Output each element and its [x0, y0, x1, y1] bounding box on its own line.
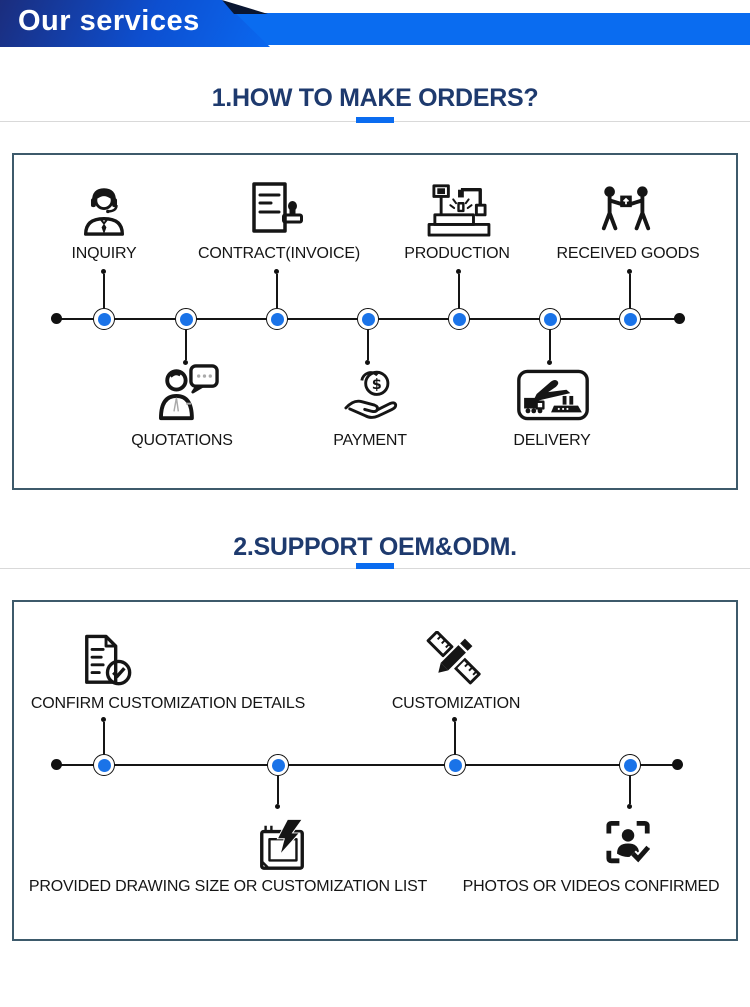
connector-line [103, 274, 105, 308]
timeline-node-confirm-details [93, 754, 115, 776]
contract-stamp-icon [249, 181, 305, 237]
connector-line [549, 330, 551, 360]
step-label: PHOTOS OR VIDEOS CONFIRMED [462, 878, 720, 895]
step-label: PAYMENT [333, 432, 407, 449]
connector-line [185, 330, 187, 360]
timeline-node-inquiry [93, 308, 115, 330]
connector-line [458, 274, 460, 308]
step-label: QUOTATIONS [131, 432, 233, 449]
pencil-ruler-icon [426, 631, 482, 685]
section1-heading-underline [356, 117, 394, 123]
connector-line [629, 776, 631, 804]
document-check-icon [80, 633, 134, 689]
svg-text:$: $ [371, 377, 382, 394]
timeline-node-provided-drawing [267, 754, 289, 776]
connector-line [454, 722, 456, 754]
timeline-2-start-dot [51, 759, 62, 770]
support-agent-icon [77, 182, 131, 238]
received-goods-icon [597, 184, 655, 238]
timeline-node-photos-confirmed [619, 754, 641, 776]
connector-dot [627, 804, 632, 809]
step-label: INQUIRY [71, 245, 137, 262]
step-label: CONTRACT(INVOICE) [198, 245, 360, 262]
quotation-chat-icon [157, 363, 221, 423]
timeline-node-customization [444, 754, 466, 776]
step-label: RECEIVED GOODS [556, 245, 700, 262]
timeline-1-start-dot [51, 313, 62, 324]
timeline-2 [57, 764, 680, 766]
section2-heading-underline [356, 563, 394, 569]
connector-line [103, 722, 105, 754]
step-label: CUSTOMIZATION [391, 695, 521, 712]
connector-line [277, 776, 279, 804]
step-label: DELIVERY [513, 432, 591, 449]
connector-dot [547, 360, 552, 365]
photo-confirmed-icon [605, 819, 653, 869]
section2-heading: 2.SUPPORT OEM&ODM. [233, 533, 517, 561]
connector-line [276, 274, 278, 308]
timeline-2-end-dot [672, 759, 683, 770]
connector-line [367, 330, 369, 360]
timeline-node-received-goods [619, 308, 641, 330]
timeline-node-contract [266, 308, 288, 330]
connector-line [629, 274, 631, 308]
step-label: PRODUCTION [404, 245, 510, 262]
timeline-node-quotations [175, 308, 197, 330]
timeline-node-delivery [539, 308, 561, 330]
connector-dot [275, 804, 280, 809]
timeline-node-payment [357, 308, 379, 330]
production-machine-icon [426, 182, 492, 238]
step-label: PROVIDED DRAWING SIZE OR CUSTOMIZATION LIST [28, 878, 428, 895]
delivery-transport-icon [516, 369, 590, 421]
timeline-1-end-dot [674, 313, 685, 324]
timeline-node-production [448, 308, 470, 330]
drawing-list-icon [255, 817, 309, 873]
payment-hand-icon [342, 365, 400, 421]
banner-title: Our services [18, 5, 200, 37]
step-label: CONFIRM CUSTOMIZATION DETAILS [30, 695, 306, 712]
section1-heading: 1.HOW TO MAKE ORDERS? [211, 84, 539, 112]
